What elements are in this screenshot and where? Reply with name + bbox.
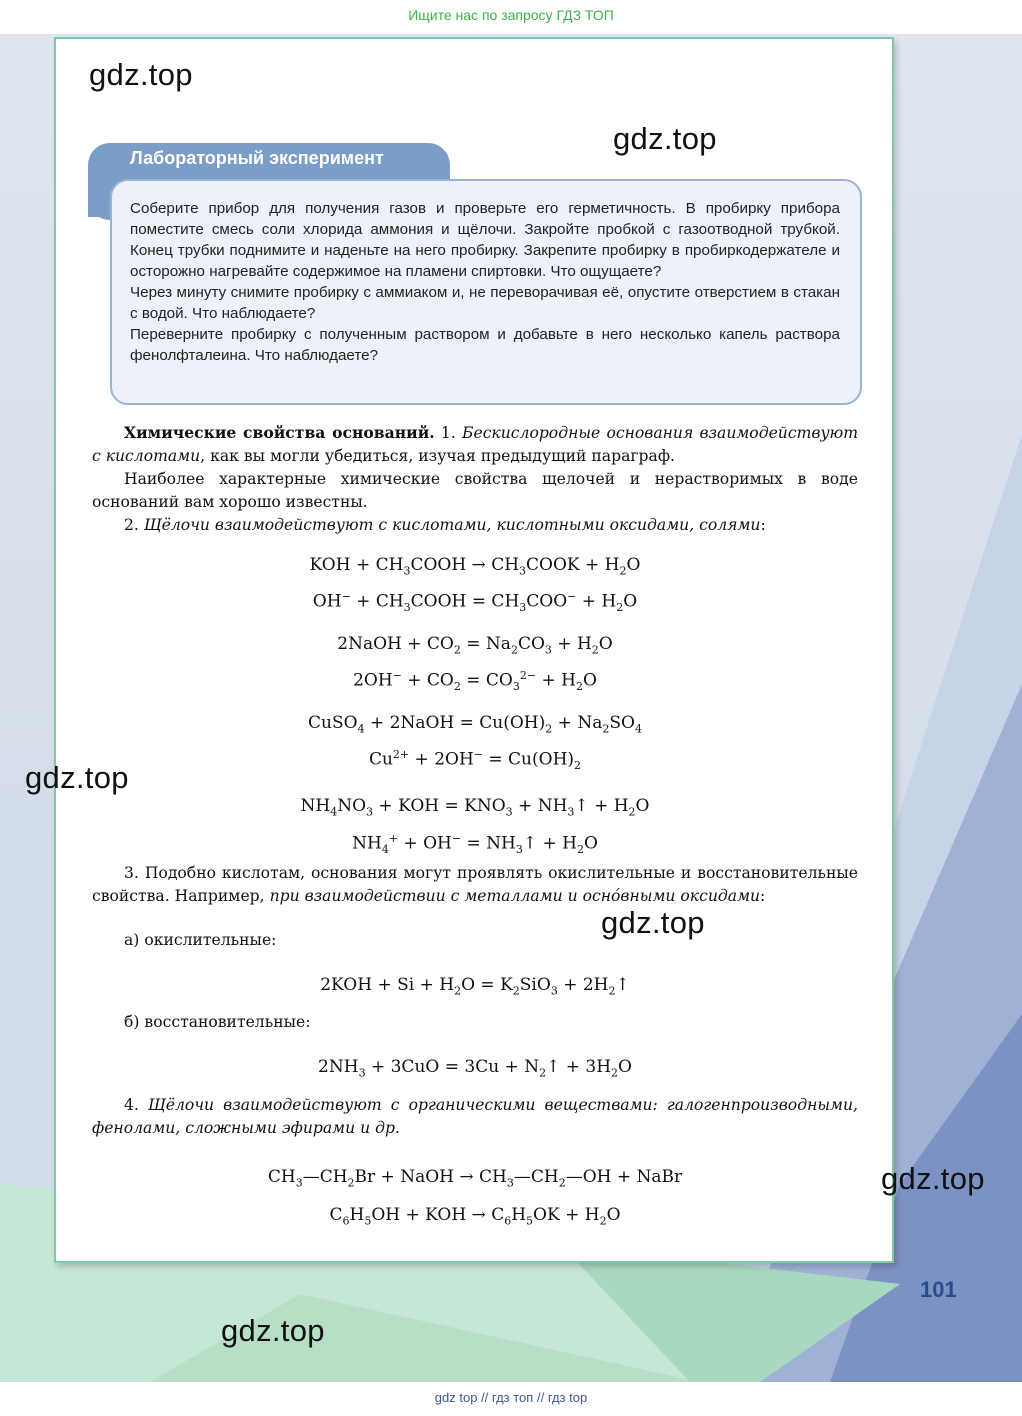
section-3: 3. Подобно кислотам, основания могут проявлять окислительные и восстановительные свойства. Например, при взаимодействии с металлами и осно́вными оксидами:: [92, 864, 858, 905]
equation: $C_6H_5OH$ + KOH → $C_6H_5OK + H_2O$: [329, 1205, 621, 1228]
footer-link[interactable]: gdz top: [434, 1390, 478, 1405]
footer-link[interactable]: гдз top: [547, 1390, 588, 1405]
banner-text: Ищите нас по запросу ГДЗ ТОП: [408, 7, 614, 23]
equation: $Cu^{2+} + 2OH^- = Cu(OH)_2$: [368, 748, 582, 773]
watermark: gdz.top: [25, 760, 129, 795]
watermark: gdz.top: [881, 1161, 985, 1196]
section-paragraph: Наиболее характерные химические свойства щелочей и нерастворимых в воде оснований вам хорошо известны.: [92, 470, 858, 511]
footer: gdz top // гдз топ // гдз top: [0, 1382, 1022, 1416]
equation: $OH^- + CH_3COOH = CH_3COO^- + H_2O$: [312, 590, 638, 615]
lab-paragraph: Соберите прибор для получения газов и проверьте его герметичность. В пробирку прибора поместите смесь соли хлорида аммония и щёлочи. Закройте пробкой с газоотводной трубкой. Конец трубки поднимите и наденьте на него пробирку. Закрепите пробирку в пробиркодержателе и осторожно нагревайте содержимое на пламени спиртовки. Что ощущаете?: [130, 200, 840, 280]
equation: $2OH^- + CO_2 = CO_3^{2-} + H_2O$: [353, 669, 597, 694]
subsection-label-a: а) окислительные:: [124, 931, 277, 949]
section-italic: Бескислородные основания взаимодействуют с кислотами: [92, 424, 859, 465]
subsection-label-b: б) восстановительные:: [124, 1013, 311, 1031]
section-italic: Щёлочи взаимодействуют с органическими веществами: галогенпроизводными, фенолами, сложными эфирами и др.: [92, 1096, 858, 1137]
lab-title: Лабораторный эксперимент: [130, 148, 384, 168]
lab-paragraph: Переверните пробирку с полученным раствором и добавьте в него несколько капель раствора фенолфталеина. Что наблюдаете?: [130, 326, 840, 364]
watermark: gdz.top: [601, 905, 705, 940]
equation: $NH_4^+ + OH^-$ = $NH_3↑ + H_2O$: [352, 832, 598, 857]
section-1: Химические свойства оснований. 1. Бескислородные основания взаимодействуют с кислотами, как вы могли убедиться, изучая предыдущий параграф. Наиболее характерные химические свойства щелочей и нерастворимых в воде оснований вам хорошо известны. 2. Щёлочи взаимодействуют с кислотами, кислотными оксидами, солями:: [92, 423, 859, 534]
equation: KOH + $CH_3COOH$ → $CH_3COOK + H_2O$: [309, 555, 641, 578]
page-number: 101: [920, 1277, 957, 1302]
lab-paragraph: Через минуту снимите пробирку с аммиаком и, не переворачивая её, опустите отверстием в стакан с водой. Что наблюдаете?: [130, 284, 840, 322]
watermark: gdz.top: [613, 121, 717, 156]
lab-instructions: [130, 198, 840, 366]
equation: 2NaOH + $CO_2 = Na_2CO_3 + H_2O$: [337, 634, 613, 657]
footer-link[interactable]: гдз топ: [491, 1390, 534, 1405]
equation: $2NH_3 + 3CuO = 3Cu$ + $N_2↑ + 3H_2O$: [318, 1057, 632, 1080]
section-italic: Щёлочи взаимодействуют с кислотами, кислотными оксидами, солями: [143, 516, 761, 534]
section-4: 4. Щёлочи взаимодействуют с органическими веществами: галогенпроизводными, фенолами, сложными эфирами и др.: [92, 1096, 858, 1137]
section-italic: при взаимодействии с металлами и осно́вными оксидами: [269, 887, 761, 905]
watermark: gdz.top: [89, 57, 193, 92]
equation: $2KOH + Si + H_2O = K_2SiO_3$ + $2H_2↑$: [320, 975, 630, 998]
equation: $CH_3—CH_2Br$ + NaOH → $CH_3—CH_2—OH$ + NaBr: [267, 1167, 683, 1190]
watermark: gdz.top: [221, 1313, 325, 1348]
section-heading: Химические свойства оснований.: [124, 423, 435, 442]
equation: CuSO$_4$ + 2NaOH = $Cu(OH)_2 + Na_2SO_4$: [308, 713, 642, 736]
equation: $NH_4NO_3$ + KOH = $KNO_3$ + $NH_3↑ + H_2O$: [300, 796, 650, 819]
top-banner: [0, 0, 1022, 34]
